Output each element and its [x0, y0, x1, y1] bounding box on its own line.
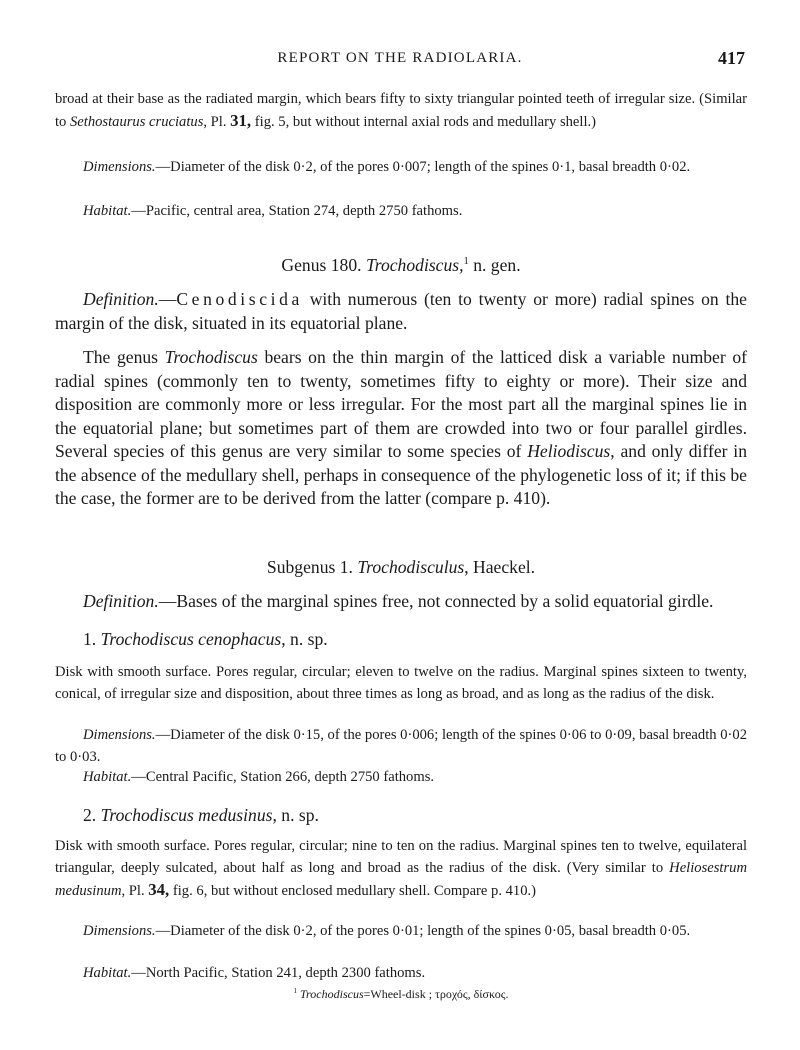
habitat-paragraph: Habitat.—Central Pacific, Station 266, depth 2750 fathoms.	[83, 769, 435, 785]
subgenus-heading: Subgenus 1. Trochodisculus, Haeckel.	[266, 557, 536, 577]
page-number: 417	[718, 48, 745, 68]
habitat-paragraph: Habitat.—Pacific, central area, Station 274, depth 2750 fathoms.	[83, 203, 463, 219]
genus-heading: Genus 180. Trochodiscus,$^1$ n. gen.	[281, 255, 521, 275]
running-header	[55, 50, 745, 72]
subgenus-definition: Definition.—Bases of the marginal spines free, not connected by a solid equatorial girdle.	[83, 591, 714, 611]
species-heading: 1. Trochodiscus cenophacus, n. sp.	[83, 629, 328, 649]
continued-description: broad at their base as the radiated margin, which bears fifty to sixty triangular pointed teeth of irregular size. (Similar to Sethostaurus cruciatus, Pl. 31, fig. 5, but without internal axial rods and medullary shell.)	[55, 91, 747, 130]
genus-definition: Definition.—Cenodiscida with numerous (ten to twenty or more) radial spines on the margin of the disk, situated in its equatorial plane.	[55, 289, 747, 333]
species-description: Disk with smooth surface. Pores regular, circular; nine to ten on the radius. Marginal spines ten to twelve, equilateral triangular, deeply sulcated, about half as long and broad as the radius of the disk. (Very similar to Heliosestrum medusinum, Pl. 34, fig. 6, but without enclosed medullary shell. Compare p. 410.)	[55, 838, 747, 899]
footnote: $^1$ Trochodiscus=Wheel-disk ; τροχός, δίσκος.	[293, 987, 509, 1001]
dimensions-paragraph: Dimensions.—Diameter of the disk 0·2, of the pores 0·007; length of the spines 0·1, basal breadth 0·02.	[83, 159, 691, 175]
running-title: REPORT ON THE RADIOLARIA.	[277, 50, 523, 66]
dimensions-paragraph: Dimensions.—Diameter of the disk 0·2, of the pores 0·01; length of the spines 0·05, basal breadth 0·05.	[83, 923, 691, 939]
habitat-paragraph: Habitat.—North Pacific, Station 241, depth 2300 fathoms.	[83, 965, 426, 981]
species-description: Disk with smooth surface. Pores regular, circular; eleven to twelve on the radius. Marginal spines sixteen to twenty, conical, of irregular size and disposition, about three times as long as broad, and as long as the radius of the disk.	[55, 664, 747, 702]
species-heading: 2. Trochodiscus medusinus, n. sp.	[83, 805, 319, 825]
dimensions-paragraph: Dimensions.—Diameter of the disk 0·15, of the pores 0·006; length of the spines 0·06 to 0·09, basal breadth 0·02 to 0·03.	[55, 727, 747, 765]
genus-description: The genus Trochodiscus bears on the thin margin of the latticed disk a variable number of radial spines (commonly ten to twenty, sometimes fifty to eighty or more). Their size and disposition are commonly more or less irregular. For the most part all the marginal spines lie in the equatorial plane; but sometimes part of them are crowded into two or four parallel girdles. Several species of this genus are very similar to some species of Heliodiscus, and only differ in the absence of the medullary shell, perhaps in consequence of the phylogenetic loss of it; if this be the case, the former are to be derived from the latter (compare p. 410).	[55, 347, 747, 508]
